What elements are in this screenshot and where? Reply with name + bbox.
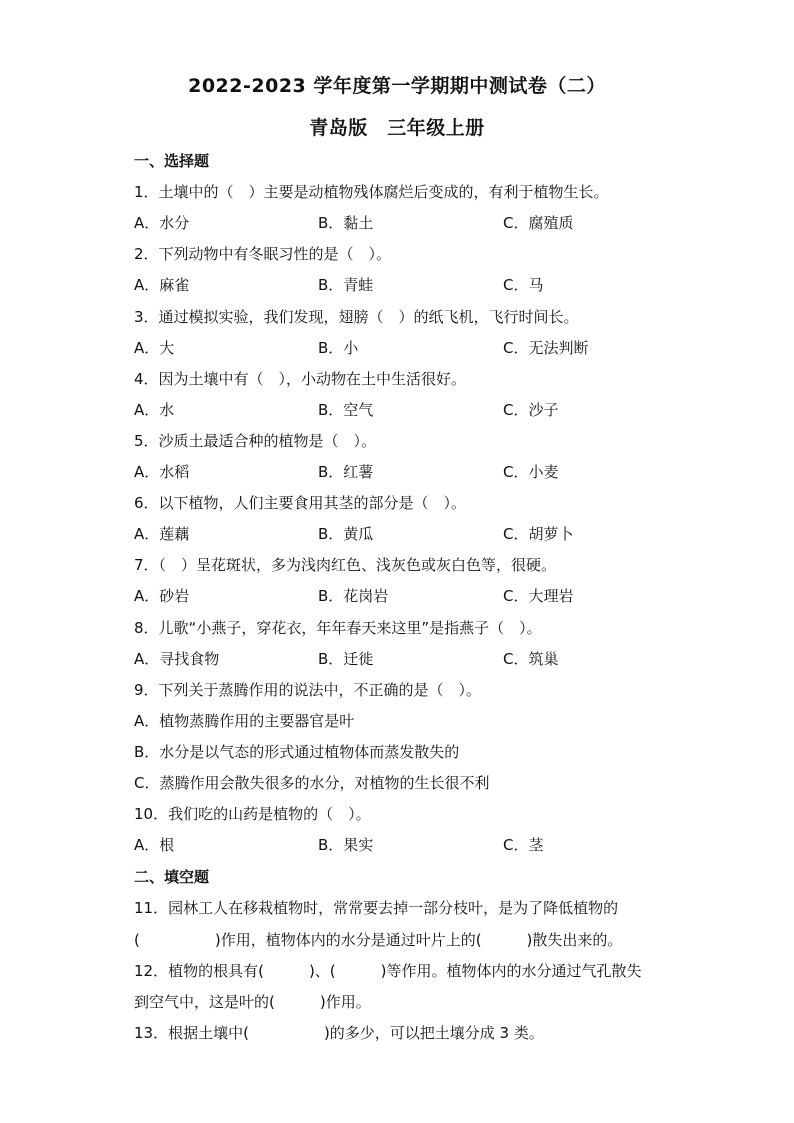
option-c: C．大理岩 (503, 587, 574, 605)
option-a: A．植物蒸腾作用的主要器官是叶 (134, 712, 355, 730)
question-3: 3．通过模拟实验，我们发现，翅膀（ ）的纸飞机，飞行时间长。 (134, 308, 579, 326)
option-c: C．无法判断 (503, 339, 589, 357)
option-b: B．黏土 (318, 214, 374, 232)
option-c: C．马 (503, 276, 544, 294)
question-6: 6．以下植物，人们主要食用其茎的部分是（ ）。 (134, 494, 467, 512)
exam-title: 2022-2023 学年度第一学期期中测试卷（二） (188, 75, 606, 97)
options-q3 (134, 337, 694, 359)
option-a: A．根 (134, 836, 175, 854)
question-11-line-2: ( )作用，植物体内的水分是通过叶片上的( )散失出来的。 (134, 931, 623, 949)
options-q2 (134, 274, 694, 296)
question-11-line-1: 11．园林工人在移栽植物时，常常要去掉一部分枝叶，是为了降低植物的 (134, 899, 619, 917)
option-a: A．麻雀 (134, 276, 190, 294)
question-7: 7．（ ）呈花斑状，多为浅肉红色、浅灰色或灰白色等，很硬。 (134, 556, 557, 574)
options-q6 (134, 523, 694, 545)
option-c: C．沙子 (503, 401, 559, 419)
options-q10 (134, 834, 694, 856)
option-c: C．蒸腾作用会散失很多的水分，对植物的生长很不利 (134, 774, 490, 792)
option-b: B．青蛙 (318, 276, 374, 294)
option-b: B．黄瓜 (318, 525, 374, 543)
option-a: A．大 (134, 339, 175, 357)
options-q5 (134, 461, 694, 483)
options-q8 (134, 648, 694, 670)
question-5: 5．沙质土最适合种的植物是（ ）。 (134, 432, 377, 450)
option-c: C．筑巢 (503, 650, 559, 668)
question-2: 2．下列动物中有冬眠习性的是（ ）。 (134, 245, 392, 263)
option-c: C．小麦 (503, 463, 559, 481)
option-b: B．空气 (318, 401, 374, 419)
option-a: A．莲藕 (134, 525, 190, 543)
question-12-line-1: 12．植物的根具有( )、( )等作用。植物体内的水分通过气孔散失 (134, 962, 642, 980)
section-heading-choice: 一、选择题 (134, 152, 210, 170)
option-a: A．水分 (134, 214, 190, 232)
option-b: B．水分是以气态的形式通过植物体而蒸发散失的 (134, 743, 460, 761)
question-13: 13．根据土壤中( )的多少，可以把土壤分成 3 类。 (134, 1024, 544, 1042)
option-b: B．迁徙 (318, 650, 374, 668)
option-c: C．腐殖质 (503, 214, 574, 232)
option-a: A．寻找食物 (134, 650, 220, 668)
option-b: B．小 (318, 339, 359, 357)
exam-subtitle: 青岛版 三年级上册 (309, 117, 485, 139)
option-b: B．花岗岩 (318, 587, 389, 605)
option-a: A．水稻 (134, 463, 190, 481)
option-c: C．茎 (503, 836, 544, 854)
option-b: B．果实 (318, 836, 374, 854)
section-heading-fill: 二、填空题 (134, 868, 210, 886)
option-a: A．砂岩 (134, 587, 190, 605)
question-8: 8．儿歌“小燕子，穿花衣，年年春天来这里”是指燕子（ ）。 (134, 619, 542, 637)
question-10: 10．我们吃的山药是植物的（ ）。 (134, 805, 371, 823)
question-1: 1．土壤中的（ ）主要是动植物残体腐烂后变成的，有利于植物生长。 (134, 183, 609, 201)
options-q1 (134, 212, 694, 234)
option-a: A．水 (134, 401, 175, 419)
options-q4 (134, 399, 694, 421)
option-c: C．胡萝卜 (503, 525, 574, 543)
options-q7 (134, 585, 694, 607)
question-9: 9．下列关于蒸腾作用的说法中，不正确的是（ ）。 (134, 681, 482, 699)
question-4: 4．因为土壤中有（ ），小动物在土中生活很好。 (134, 370, 467, 388)
question-12-line-2: 到空气中，这是叶的( )作用。 (134, 993, 371, 1011)
option-b: B．红薯 (318, 463, 374, 481)
